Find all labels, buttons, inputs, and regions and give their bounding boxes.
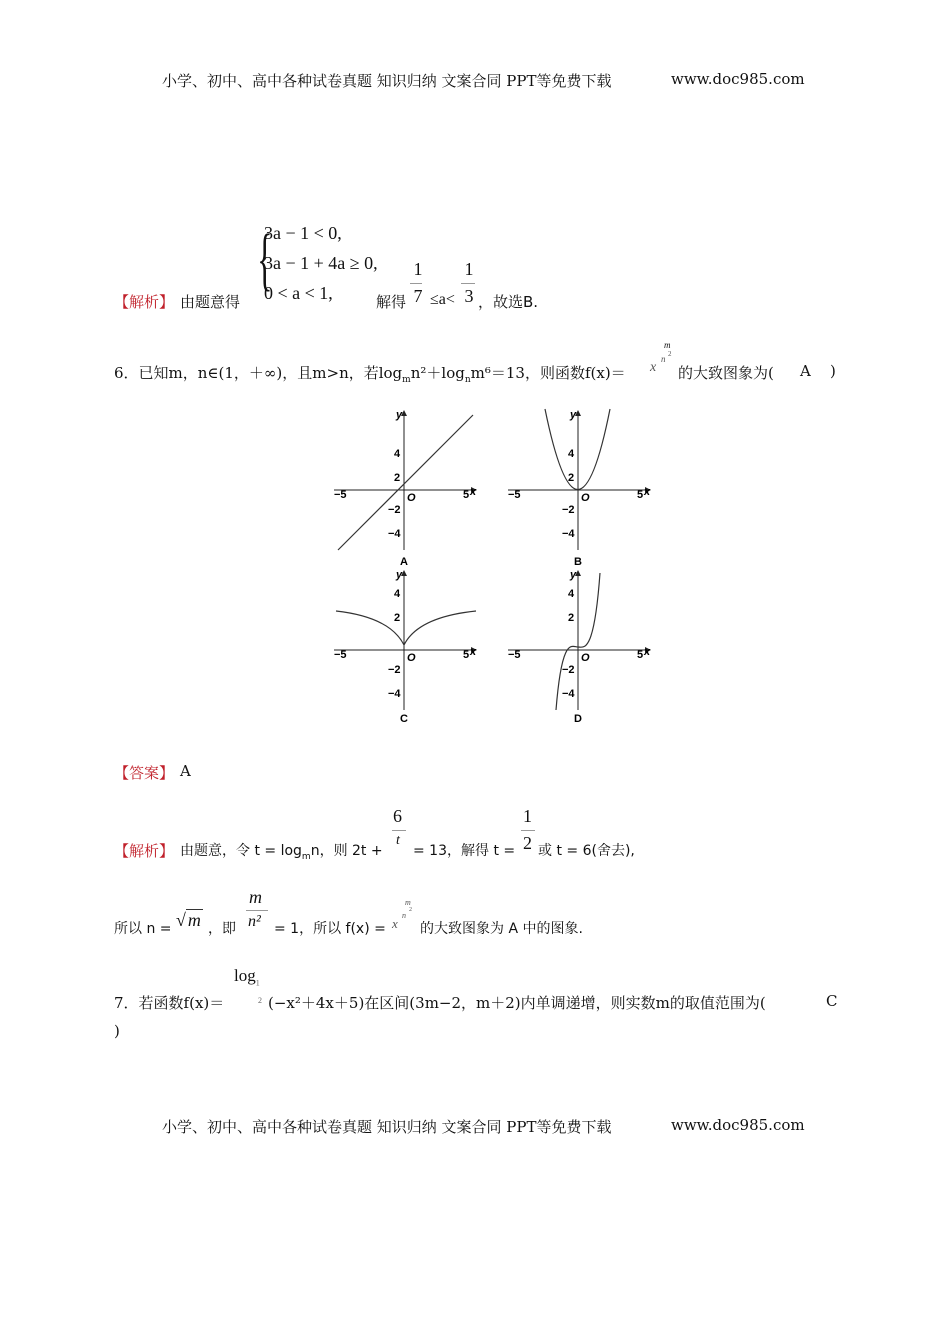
question-7 <box>114 992 224 1013</box>
equation-system: { 3a − 1 < 0, 3a − 1 + 4a ≥ 0, 0 < a < 1, <box>256 218 378 308</box>
y-label-c: y <box>396 569 403 581</box>
sol6-p1: 由题意，令 t = log <box>180 843 302 859</box>
q6-tail: 的大致图象为( <box>678 364 774 382</box>
q6-sub-m: m <box>402 375 411 385</box>
tick-y2-d: 2 <box>568 612 575 624</box>
sol6-p3: 或 t = 6(舍去), <box>538 843 635 859</box>
sqrt-expr: √ m <box>176 910 201 930</box>
analysis-tag-2: 【解析】 <box>114 842 175 860</box>
sys-line-3: 0 < a < 1, <box>264 283 333 303</box>
solve-text: 解得 <box>376 293 407 311</box>
footer-url[interactable]: www.doc985.com <box>671 1116 805 1134</box>
sol6-l2d: 的大致图象为 A 中的图象. <box>420 921 583 937</box>
frac-half-den: 2 <box>523 833 532 853</box>
origin-b: O <box>581 492 590 504</box>
frac-2-num: 1 <box>464 259 474 279</box>
sqrt-radicand: m <box>187 910 201 930</box>
tick-ym2-a: −2 <box>388 504 401 516</box>
sol6-l2b: ，即 <box>208 921 236 937</box>
sol6-l2c: = 1，所以 f(x) = <box>274 921 386 937</box>
tick-x5-c: 5 <box>463 649 470 661</box>
x-label-c: x <box>470 646 477 658</box>
q7-log-text: log <box>234 966 256 985</box>
sol6-expo-n: n <box>402 911 406 920</box>
frac-2-bar <box>461 283 475 284</box>
q7-log-sub2: 2 <box>258 996 262 1005</box>
graphs-figure <box>330 405 660 725</box>
origin-a: O <box>407 492 416 504</box>
q6-stem3: m⁶＝13，则函数f(x)＝ <box>470 364 626 382</box>
tick-y4-c: 4 <box>394 588 401 600</box>
q6-answer: A <box>800 362 811 380</box>
origin-c: O <box>407 652 416 664</box>
frac-6-num: 6 <box>393 806 402 826</box>
sol6-expo-2: 2 <box>409 907 412 913</box>
tick-ym4-c: −4 <box>388 688 401 700</box>
analysis-tail: ，故选B. <box>478 293 539 311</box>
q6-stem: 已知m，n∈(1，＋∞)，且m>n，若log <box>138 364 403 382</box>
sol6-p1b: n，则 2t + <box>310 843 383 859</box>
panel-label-d: D <box>574 713 582 725</box>
frac-1-bar <box>410 283 422 284</box>
q7-answer: C <box>826 992 838 1010</box>
frac-1-num: 1 <box>413 259 423 279</box>
panel-label-a: A <box>400 556 408 568</box>
tick-y4-d: 4 <box>568 588 575 600</box>
tick-xm5-b: −5 <box>508 489 521 501</box>
analysis-lead: 由题意得 <box>180 293 241 311</box>
q6-expo-n: n <box>661 354 666 364</box>
x-label-b: x <box>644 486 651 498</box>
tick-ym2-c: −2 <box>388 664 401 676</box>
tick-x5-d: 5 <box>637 649 644 661</box>
tick-ym4-b: −4 <box>562 528 575 540</box>
frac-mn-num: m <box>249 887 262 907</box>
sol6-l2a: 所以 n = <box>114 921 172 937</box>
q6-stem2: n²＋log <box>410 364 465 382</box>
tick-y2-a: 2 <box>394 472 401 484</box>
panel-label-c: C <box>400 713 408 725</box>
frac-half-num: 1 <box>523 806 532 826</box>
q7-close: ) <box>114 1022 120 1040</box>
header-url[interactable]: www.doc985.com <box>671 70 805 88</box>
frac-2-den: 3 <box>464 286 474 306</box>
question-6 <box>114 362 626 385</box>
tick-y2-c: 2 <box>394 612 401 624</box>
sol6-expo-top: m <box>405 898 411 907</box>
q7-stem: 若函数f(x)＝ <box>138 994 225 1012</box>
frac-mn-bar <box>246 910 268 911</box>
sol6-expo-base: x <box>392 916 398 931</box>
q7-log <box>234 966 260 987</box>
graph-d <box>508 569 651 725</box>
tick-x5-a: 5 <box>463 489 470 501</box>
curve-c <box>336 611 476 645</box>
origin-d: O <box>581 652 590 664</box>
panel-label-b: B <box>574 556 582 568</box>
sol6-p1-sub: m <box>301 851 311 862</box>
y-label-d: y <box>570 569 577 581</box>
q6-expo-base: x <box>650 360 657 375</box>
tick-ym4-d: −4 <box>562 688 575 700</box>
q7-body: (−x²＋4x＋5)在区间(3m−2，m＋2)内单调递增，则实数m的取值范围为( <box>268 994 766 1012</box>
q7-num: 7． <box>114 994 139 1012</box>
graph-c <box>334 569 477 725</box>
x-label-a: x <box>470 486 477 498</box>
q7-log-sub: 1 <box>255 978 260 988</box>
q6-num: 6． <box>114 364 139 382</box>
graph-b <box>508 409 651 568</box>
tick-ym2-d: −2 <box>562 664 575 676</box>
tick-xm5-a: −5 <box>334 489 347 501</box>
tick-x5-b: 5 <box>637 489 644 501</box>
tick-y4-b: 4 <box>568 448 575 460</box>
q6-expo-2: 2 <box>668 350 672 358</box>
frac-mn-den: n² <box>248 913 261 930</box>
frac-6-den: t <box>396 833 400 848</box>
q6-close: ) <box>830 362 836 380</box>
tick-ym4-a: −4 <box>388 528 401 540</box>
tick-y2-b: 2 <box>568 472 575 484</box>
frac-1-den: 7 <box>413 286 423 306</box>
tick-xm5-c: −5 <box>334 649 347 661</box>
y-label-a: y <box>396 409 403 421</box>
sys-line-2: 3a − 1 + 4a ≥ 0, <box>264 253 378 273</box>
answer-value: A <box>180 762 191 780</box>
tick-xm5-d: −5 <box>508 649 521 661</box>
answer-tag: 【答案】 <box>114 764 175 782</box>
sys-line-1: 3a − 1 < 0, <box>264 223 342 243</box>
y-label-b: y <box>570 409 577 421</box>
tick-y4-a: 4 <box>394 448 401 460</box>
sol6-line1 <box>180 840 383 862</box>
tick-ym2-b: −2 <box>562 504 575 516</box>
inequality: ≤a< <box>430 291 455 308</box>
q6-sub-n: n <box>464 375 471 385</box>
q6-expo-top: m <box>664 340 671 350</box>
curve-a <box>338 415 473 550</box>
sol6-p2: = 13，解得 t = <box>413 843 516 859</box>
footer-text: 小学、初中、高中各种试卷真题 知识归纳 文案合同 PPT等免费下载 <box>162 1118 612 1136</box>
frac-half-bar <box>521 830 535 831</box>
header-text: 小学、初中、高中各种试卷真题 知识归纳 文案合同 PPT等免费下载 <box>162 72 612 90</box>
analysis-tag: 【解析】 <box>114 293 175 311</box>
graph-a <box>334 409 477 568</box>
frac-6-bar <box>392 830 406 831</box>
x-label-d: x <box>644 646 651 658</box>
